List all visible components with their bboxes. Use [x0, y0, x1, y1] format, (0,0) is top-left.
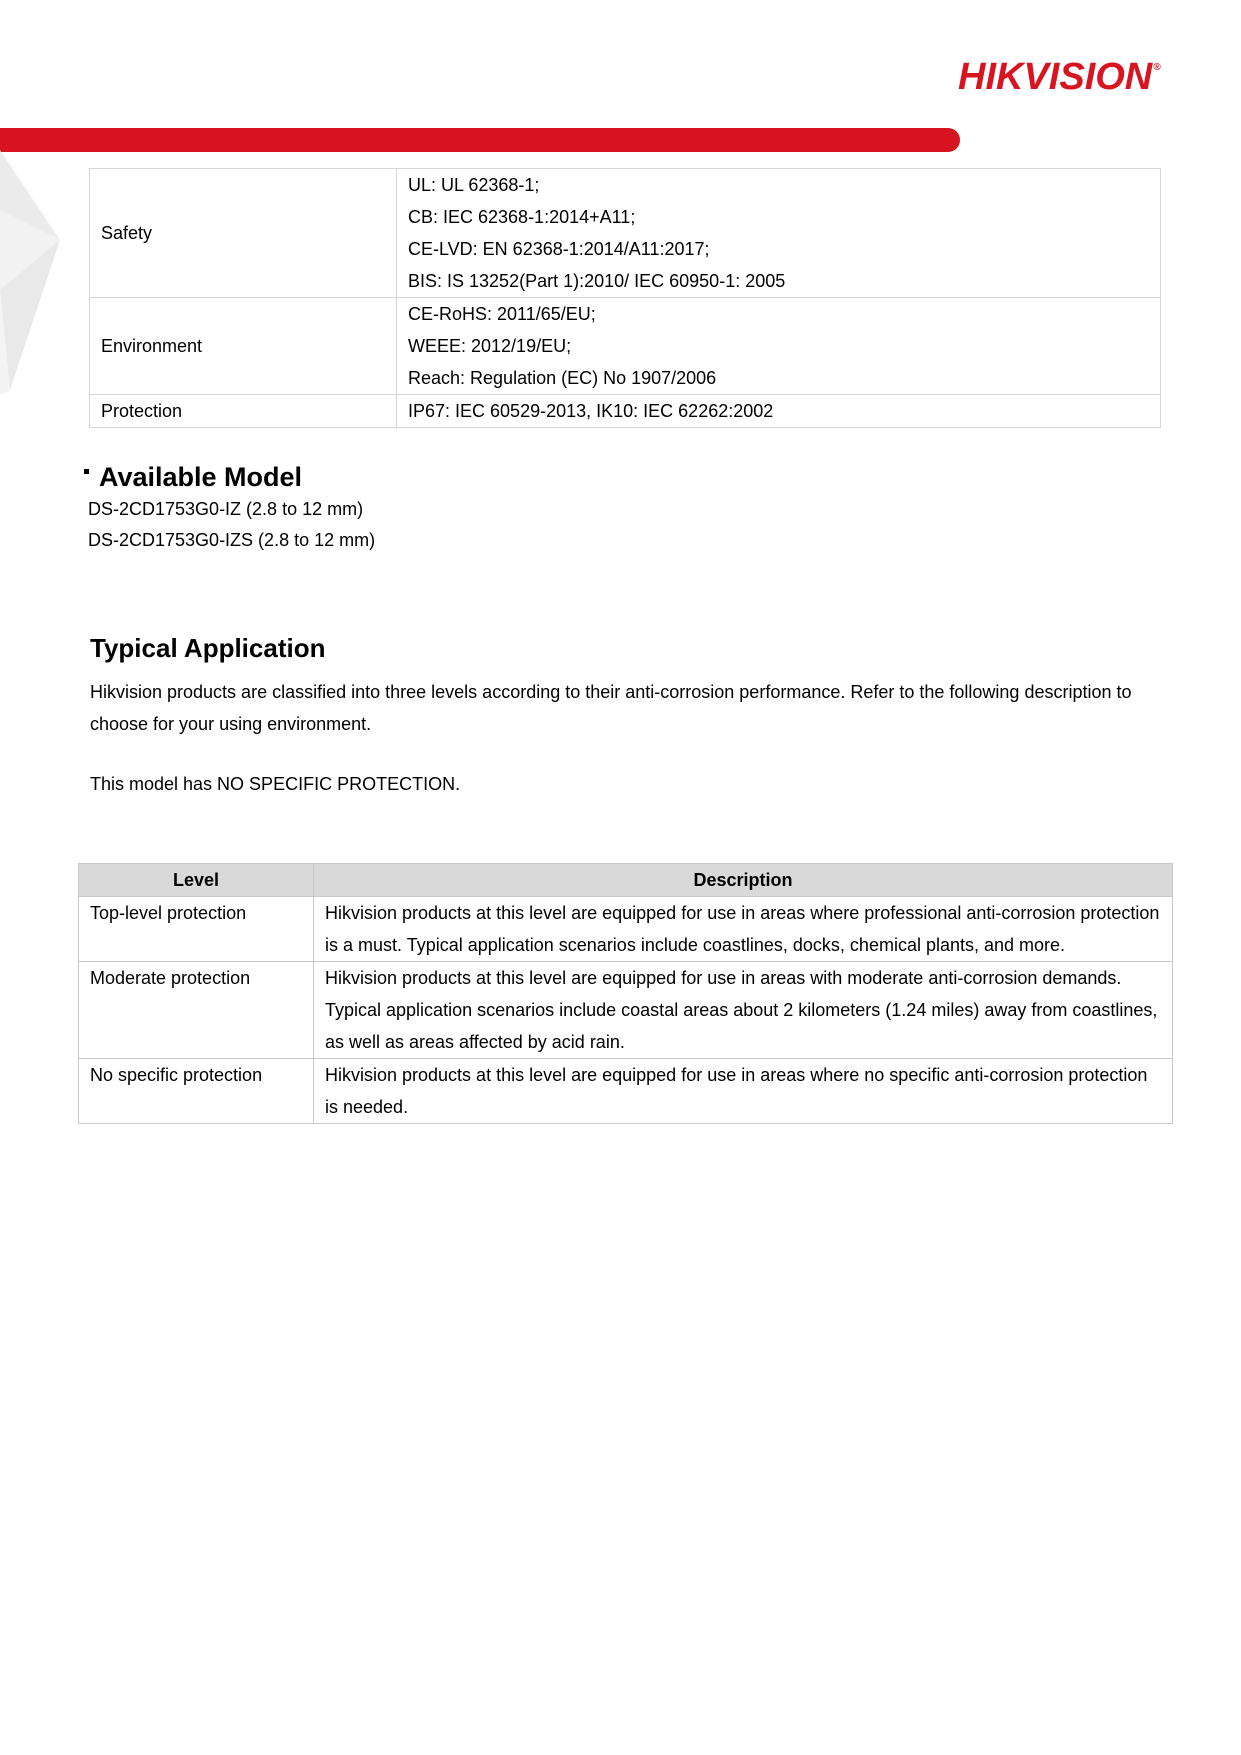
spec-table	[89, 168, 1161, 428]
spec-value-line: UL: UL 62368-1;	[408, 175, 540, 195]
header-description: Description	[314, 864, 1173, 897]
description-cell: Hikvision products at this level are equipped for use in areas where professional anti-corrosion protection is a must. Typical application scenarios include coastlines, docks, chemical plants, and more.	[314, 897, 1173, 962]
table-header-row	[79, 864, 1173, 897]
table-row	[79, 1059, 1173, 1124]
protection-levels-table	[78, 863, 1173, 1124]
spec-value-line: CE-LVD: EN 62368-1:2014/A11:2017;	[408, 239, 710, 259]
table-row	[79, 962, 1173, 1059]
spec-row-protection	[90, 395, 1161, 428]
spec-value-line: CB: IEC 62368-1:2014+A11;	[408, 207, 636, 227]
header-red-bar	[0, 128, 960, 152]
description-cell: Hikvision products at this level are equipped for use in areas where no specific anti-corrosion protection is needed.	[314, 1059, 1173, 1124]
spec-value-line: WEEE: 2012/19/EU;	[408, 336, 572, 356]
spec-label: Safety	[90, 169, 397, 298]
spec-value-line: BIS: IS 13252(Part 1):2010/ IEC 60950-1: 2005	[408, 271, 786, 291]
spec-label: Environment	[90, 298, 397, 395]
spec-value-line: CE-RoHS: 2011/65/EU;	[408, 304, 596, 324]
available-model-title: Available Model	[99, 462, 303, 492]
spec-value	[397, 298, 1161, 395]
registered-mark: ®	[1153, 62, 1161, 73]
header-level: Level	[79, 864, 314, 897]
typical-application-heading: Typical Application	[90, 633, 326, 663]
spec-row-safety	[90, 169, 1161, 298]
spec-value-line: Reach: Regulation (EC) No 1907/2006	[408, 368, 717, 388]
watermark-graphic	[0, 150, 70, 400]
available-model-heading	[84, 462, 302, 493]
typical-application-paragraph: Hikvision products are classified into three levels according to their anti-corrosion performance. Refer to the following description to choose for your using environment.	[90, 682, 1132, 734]
bullet-icon	[84, 469, 89, 474]
spec-value-line: IP67: IEC 60529-2013, IK10: IEC 62262:2002	[408, 401, 774, 421]
description-cell: Hikvision products at this level are equipped for use in areas with moderate anti-corrosion demands. Typical application scenarios include coastal areas about 2 kilometers (1.24 miles) away from coastlines, as well as areas affected by acid rain.	[314, 962, 1173, 1059]
spec-value	[397, 395, 1161, 428]
level-cell: Top-level protection	[79, 897, 314, 962]
logo-text: HIKVISION	[958, 56, 1153, 98]
hikvision-logo	[958, 56, 1161, 99]
spec-value	[397, 169, 1161, 298]
table-row	[79, 897, 1173, 962]
spec-row-environment	[90, 298, 1161, 395]
level-cell: No specific protection	[79, 1059, 314, 1124]
model-item: DS-2CD1753G0-IZ (2.8 to 12 mm)	[88, 499, 364, 519]
protection-note: This model has NO SPECIFIC PROTECTION.	[90, 774, 461, 794]
spec-label: Protection	[90, 395, 397, 428]
level-cell: Moderate protection	[79, 962, 314, 1059]
model-item: DS-2CD1753G0-IZS (2.8 to 12 mm)	[88, 530, 376, 550]
